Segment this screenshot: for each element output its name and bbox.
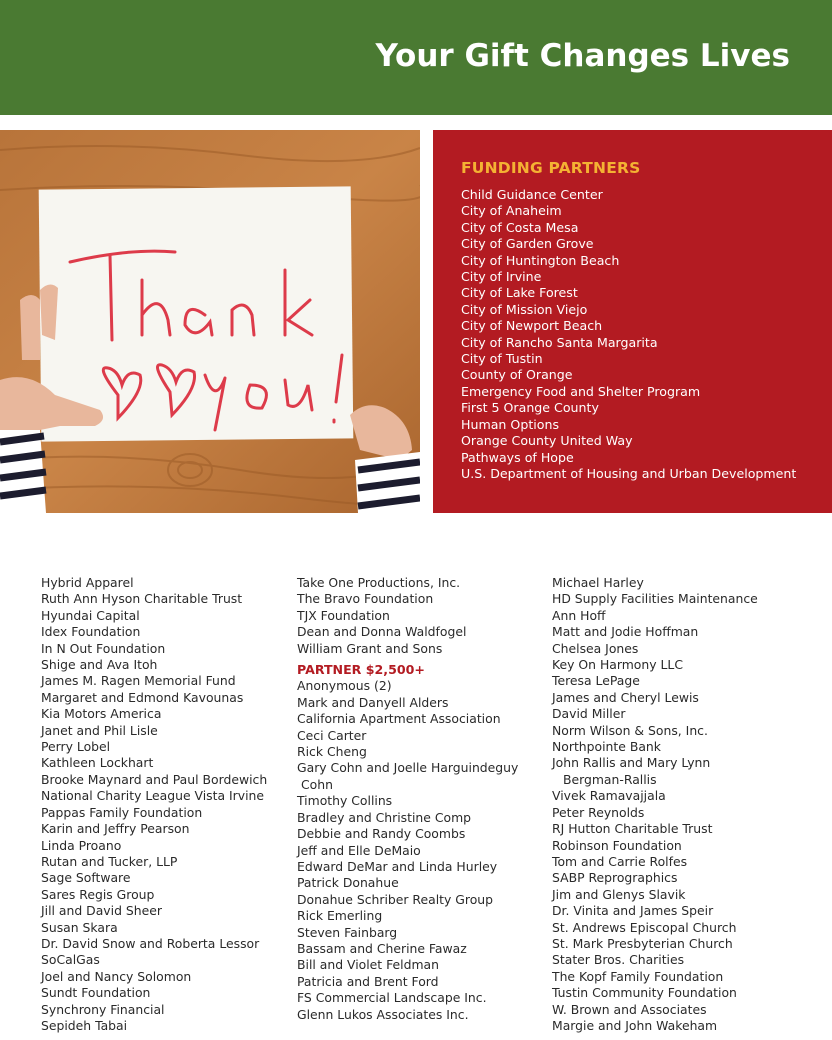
list-item: Sundt Foundation <box>41 985 151 1001</box>
list-item: City of Irvine <box>461 269 542 285</box>
list-item: James and Cheryl Lewis <box>552 689 699 705</box>
list-item: Emergency Food and Shelter Program <box>461 383 701 399</box>
list-item: Norm Wilson & Sons, Inc. <box>552 722 708 738</box>
list-item: Human Options <box>461 416 560 432</box>
list-item: Margie and John Wakeham <box>552 1017 718 1033</box>
list-item: Linda Proano <box>41 837 122 853</box>
list-item: St. Mark Presbyterian Church <box>552 935 733 951</box>
list-item: SABP Reprographics <box>552 870 678 886</box>
list-item: Take One Productions, Inc. <box>297 575 461 590</box>
list-item: Pathways of Hope <box>461 449 574 465</box>
list-item: Debbie and Randy Coombs <box>297 826 466 842</box>
list-item: City of Anaheim <box>461 203 562 219</box>
list-item: Synchrony Financial <box>41 1001 165 1017</box>
page-title: Your Gift Changes Lives <box>375 38 790 74</box>
donor-column-3 <box>552 575 758 1034</box>
list-item: Teresa LePage <box>552 673 640 689</box>
list-item: U.S. Department of Housing and Urban Development <box>461 465 797 481</box>
list-item: City of Huntington Beach <box>461 252 620 268</box>
list-item: Idex Foundation <box>41 624 141 640</box>
list-item: FS Commercial Landscape Inc. <box>297 990 487 1006</box>
list-item-continuation: Cohn <box>301 776 333 792</box>
list-item: Orange County United Way <box>461 433 633 449</box>
list-item: Hybrid Apparel <box>41 575 134 590</box>
list-item: Child Guidance Center <box>461 187 603 202</box>
list-item: Rick Cheng <box>297 744 367 760</box>
list-item: Janet and Phil Lisle <box>41 722 158 738</box>
list-item: City of Costa Mesa <box>461 219 579 235</box>
list-item-continuation: Bergman-Rallis <box>563 771 657 787</box>
list-item: Gary Cohn and Joelle Harguindeguy <box>297 760 519 776</box>
list-item: David Miller <box>552 706 626 722</box>
list-item: John Rallis and Mary Lynn <box>552 755 711 771</box>
list-item: Kia Motors America <box>41 706 162 722</box>
list-item: The Kopf Family Foundation <box>552 968 724 984</box>
list-item: Brooke Maynard and Paul Bordewich <box>41 771 268 787</box>
list-item: Hyundai Capital <box>41 607 140 623</box>
list-item: Rutan and Tucker, LLP <box>41 853 178 869</box>
list-item: Jim and Glenys Slavik <box>552 886 686 902</box>
list-item: First 5 Orange County <box>461 400 599 416</box>
thank-you-photo <box>0 130 420 513</box>
list-item: William Grant and Sons <box>297 640 443 656</box>
list-item: Shige and Ava Itoh <box>41 657 158 673</box>
list-item: City of Lake Forest <box>461 285 578 301</box>
list-item: Kathleen Lockhart <box>41 755 154 771</box>
list-item: Stater Bros. Charities <box>552 952 685 968</box>
list-item: Ruth Ann Hyson Charitable Trust <box>41 591 243 607</box>
list-item: Vivek Ramavajjala <box>552 788 666 804</box>
list-item: Joel and Nancy Solomon <box>41 968 192 984</box>
list-item: In N Out Foundation <box>41 640 166 656</box>
list-item: Bradley and Christine Comp <box>297 809 472 825</box>
list-item: City of Rancho Santa Margarita <box>461 334 658 350</box>
donor-column-2 <box>297 575 518 1023</box>
list-item: Chelsea Jones <box>552 640 639 656</box>
list-item: City of Newport Beach <box>461 318 603 334</box>
list-item: RJ Hutton Charitable Trust <box>552 821 713 837</box>
thank-you-photo-illustration <box>0 130 420 513</box>
list-item: Tustin Community Foundation <box>552 985 737 1001</box>
header-banner <box>0 0 832 115</box>
list-item: Anonymous (2) <box>297 678 392 694</box>
list-item: Patricia and Brent Ford <box>297 973 439 989</box>
list-item: Peter Reynolds <box>552 804 645 820</box>
list-item: Donahue Schriber Realty Group <box>297 891 493 907</box>
list-item: Bill and Violet Feldman <box>297 957 440 973</box>
list-item: Sepideh Tabai <box>41 1017 128 1033</box>
list-item: Margaret and Edmond Kavounas <box>41 689 244 705</box>
list-item: St. Andrews Episcopal Church <box>552 919 737 935</box>
list-item: The Bravo Foundation <box>297 591 434 607</box>
list-item: Northpointe Bank <box>552 739 661 755</box>
list-item: W. Brown and Associates <box>552 1001 707 1017</box>
list-item: Dean and Donna Waldfogel <box>297 624 467 640</box>
list-item: Sares Regis Group <box>41 886 155 902</box>
list-item: Michael Harley <box>552 575 644 590</box>
list-item: City of Garden Grove <box>461 236 594 252</box>
list-item: Perry Lobel <box>41 739 111 755</box>
donor-column-1 <box>41 575 267 1034</box>
list-item: Dr. Vinita and James Speir <box>552 903 714 919</box>
list-item: Patrick Donahue <box>297 875 399 891</box>
list-item: James M. Ragen Memorial Fund <box>41 673 236 689</box>
funding-partners-heading: FUNDING PARTNERS <box>461 159 641 177</box>
list-item: SoCalGas <box>41 952 100 968</box>
funding-partners-list <box>461 187 796 482</box>
partner-level-heading: PARTNER $2,500+ <box>297 662 425 678</box>
list-item: Pappas Family Foundation <box>41 804 203 820</box>
list-item: Edward DeMar and Linda Hurley <box>297 858 498 874</box>
list-item: Dr. David Snow and Roberta Lessor <box>41 935 260 951</box>
list-item: Robinson Foundation <box>552 837 682 853</box>
list-item: County of Orange <box>461 367 573 383</box>
list-item: Jill and David Sheer <box>41 903 162 919</box>
list-item: California Apartment Association <box>297 711 501 727</box>
list-item: National Charity League Vista Irvine <box>41 788 265 804</box>
list-item: Karin and Jeffry Pearson <box>41 821 190 837</box>
list-item: HD Supply Facilities Maintenance <box>552 591 758 607</box>
list-item: Mark and Danyell Alders <box>297 694 449 710</box>
list-item: Tom and Carrie Rolfes <box>552 853 688 869</box>
list-item: Jeff and Elle DeMaio <box>297 842 421 858</box>
list-item: Ceci Carter <box>297 727 367 743</box>
list-item: Sage Software <box>41 870 131 886</box>
list-item: Matt and Jodie Hoffman <box>552 624 699 640</box>
list-item: Key On Harmony LLC <box>552 657 683 673</box>
funding-partners-panel <box>433 130 832 513</box>
list-item: Rick Emerling <box>297 908 383 924</box>
list-item: Bassam and Cherine Fawaz <box>297 940 467 956</box>
list-item: Susan Skara <box>41 919 118 935</box>
list-item: Ann Hoff <box>552 607 606 623</box>
list-item: Timothy Collins <box>297 793 393 809</box>
list-item: City of Mission Viejo <box>461 301 588 317</box>
list-item: Glenn Lukos Associates Inc. <box>297 1006 469 1022</box>
list-item: Steven Fainbarg <box>297 924 398 940</box>
list-item: TJX Foundation <box>297 607 390 623</box>
list-item: City of Tustin <box>461 351 543 367</box>
